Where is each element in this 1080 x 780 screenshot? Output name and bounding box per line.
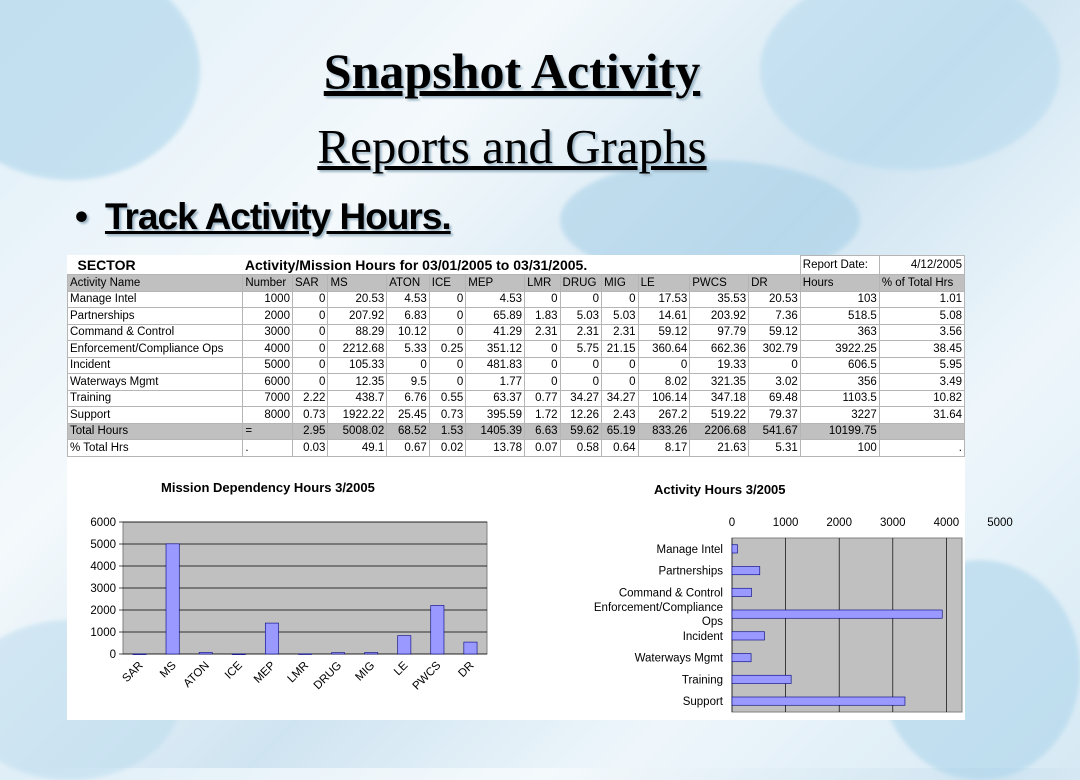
table-cell: 3227	[800, 407, 879, 424]
y-tick-label: Enforcement/Compliance	[593, 602, 723, 615]
table-cell: 65.19	[602, 423, 638, 440]
table-cell: 79.37	[749, 407, 801, 424]
table-cell: 347.18	[690, 390, 749, 407]
table-cell: 0.58	[560, 440, 602, 457]
bar-activity	[732, 697, 905, 705]
column-header: MS	[328, 275, 387, 292]
table-cell: 0	[560, 374, 602, 391]
table-cell: 10.82	[879, 390, 964, 407]
table-cell: 59.12	[749, 324, 801, 341]
table-cell: 0	[525, 291, 560, 308]
table-cell: 41.29	[466, 324, 525, 341]
bar-mep	[265, 623, 278, 654]
table-cell: 5.33	[387, 341, 430, 358]
table-cell: 69.48	[749, 390, 801, 407]
row-label: Enforcement/Compliance Ops	[68, 341, 243, 358]
bar-aton	[199, 652, 212, 654]
bar-activity	[732, 632, 765, 640]
bar-activity	[732, 675, 791, 683]
table-cell: 38.45	[879, 341, 964, 358]
table-cell: 13.78	[466, 440, 525, 457]
table-cell: 5.03	[560, 308, 602, 325]
column-header: ATON	[387, 275, 430, 292]
slide-title: Snapshot Activity	[323, 43, 701, 99]
table-row	[68, 390, 965, 407]
bar-drug	[331, 653, 344, 654]
table-cell: 0	[387, 357, 430, 374]
table-cell: 6.83	[387, 308, 430, 325]
table-cell: 519.22	[690, 407, 749, 424]
table-cell: 1405.39	[466, 423, 525, 440]
table-cell: 20.53	[328, 291, 387, 308]
report-header-row	[68, 256, 965, 275]
table-cell: 395.59	[466, 407, 525, 424]
table-cell: 267.2	[638, 407, 690, 424]
table-cell: 1922.22	[328, 407, 387, 424]
table-cell: 7.36	[749, 308, 801, 325]
table-cell: 65.89	[466, 308, 525, 325]
y-tick-label: Ops	[701, 616, 723, 629]
table-cell: 518.5	[800, 308, 879, 325]
plot-area	[732, 538, 962, 712]
table-cell: 3922.25	[800, 341, 879, 358]
table-cell: 7000	[243, 390, 293, 407]
table-cell: 59.12	[638, 324, 690, 341]
table-cell: 481.83	[466, 357, 525, 374]
x-tick-label: DR	[456, 659, 477, 680]
row-label: Training	[68, 390, 243, 407]
table-cell: 106.14	[638, 390, 690, 407]
table-cell: 105.33	[328, 357, 387, 374]
y-tick-label: 5000	[90, 539, 116, 551]
x-tick-label: LE	[391, 659, 411, 679]
table-cell: 1.01	[879, 291, 964, 308]
chart-title: Mission Dependency Hours 3/2005	[161, 480, 375, 495]
table-cell: 4.53	[466, 291, 525, 308]
x-tick-label: PWCS	[410, 659, 444, 693]
table-cell: 0	[749, 357, 801, 374]
column-header: MEP	[466, 275, 525, 292]
bar-sar	[133, 654, 146, 655]
table-cell: 5.95	[879, 357, 964, 374]
bar-ms	[166, 544, 179, 654]
table-cell: 0	[292, 374, 327, 391]
table-cell: =	[243, 423, 293, 440]
table-cell: 0	[602, 291, 638, 308]
table-cell: 103	[800, 291, 879, 308]
table-cell: 0	[292, 357, 327, 374]
column-header: MIG	[602, 275, 638, 292]
y-tick-label: 1000	[90, 627, 116, 639]
x-tick-label: ICE	[222, 659, 245, 682]
table-cell: 4000	[243, 341, 293, 358]
percent-total-row	[68, 440, 965, 457]
table-cell: 356	[800, 374, 879, 391]
chart-title: Activity Hours 3/2005	[654, 482, 786, 497]
table-cell: 8000	[243, 407, 293, 424]
row-label: Command & Control	[68, 324, 243, 341]
table-cell: 1103.5	[800, 390, 879, 407]
table-cell: 0.02	[429, 440, 465, 457]
column-header: DR	[749, 275, 801, 292]
table-cell: 0	[602, 374, 638, 391]
table-cell: 6000	[243, 374, 293, 391]
x-tick-label: 4000	[933, 517, 960, 529]
bar-lmr	[298, 654, 311, 655]
table-cell: 0.07	[525, 440, 560, 457]
bar-activity	[732, 566, 760, 574]
table-cell: 2212.68	[328, 341, 387, 358]
x-tick-label: MIG	[353, 659, 378, 684]
table-cell: 4.53	[387, 291, 430, 308]
table-cell: 68.52	[387, 423, 430, 440]
table-cell: 1.53	[429, 423, 465, 440]
table-cell: 541.67	[749, 423, 801, 440]
table-cell: 0.03	[292, 440, 327, 457]
table-cell: 2.31	[560, 324, 602, 341]
table-cell: 63.37	[466, 390, 525, 407]
sector-label: SECTOR	[77, 256, 136, 273]
table-cell: 9.5	[387, 374, 430, 391]
table-cell: 3.49	[879, 374, 964, 391]
table-cell: 25.45	[387, 407, 430, 424]
table-cell: 8.17	[638, 440, 690, 457]
table-row	[68, 308, 965, 325]
table-cell: 351.12	[466, 341, 525, 358]
row-label: Partnerships	[68, 308, 243, 325]
table-cell: 1.83	[525, 308, 560, 325]
column-header: ICE	[429, 275, 465, 292]
y-tick-label: Support	[682, 696, 723, 709]
table-cell: 35.53	[690, 291, 749, 308]
table-cell: 0.73	[292, 407, 327, 424]
y-tick-label: Partnerships	[658, 565, 723, 578]
table-cell: 5.08	[879, 308, 964, 325]
table-row	[68, 374, 965, 391]
table-cell: 5008.02	[328, 423, 387, 440]
table-cell: 2.31	[525, 324, 560, 341]
table-cell: 5.03	[602, 308, 638, 325]
x-tick-label: LMR	[285, 659, 312, 686]
table-cell: 21.63	[690, 440, 749, 457]
table-cell: 20.53	[749, 291, 801, 308]
y-tick-label: Training	[681, 674, 723, 687]
table-cell: 5000	[243, 357, 293, 374]
activity-hours-chart	[507, 460, 1013, 720]
table-cell: 0.25	[429, 341, 465, 358]
spacer-cell	[749, 256, 801, 275]
table-row	[68, 341, 965, 358]
table-cell	[879, 423, 964, 440]
table-row	[68, 291, 965, 308]
table-cell: 662.36	[690, 341, 749, 358]
column-header: DRUG	[560, 275, 602, 292]
x-tick-label: ATON	[181, 659, 212, 690]
table-cell: 14.61	[638, 308, 690, 325]
table-cell: 5.75	[560, 341, 602, 358]
table-cell: 12.35	[328, 374, 387, 391]
table-cell: 360.64	[638, 341, 690, 358]
row-label: Manage Intel	[68, 291, 243, 308]
report-date-value: 4/12/2005	[879, 256, 964, 275]
table-cell: 12.26	[560, 407, 602, 424]
y-tick-label: Command & Control	[618, 587, 723, 600]
y-tick-label: 4000	[90, 561, 116, 573]
table-cell: 0.55	[429, 390, 465, 407]
table-cell: 0.73	[429, 407, 465, 424]
y-tick-label: 6000	[90, 517, 116, 529]
table-cell: 0	[429, 308, 465, 325]
x-tick-label: 0	[728, 517, 736, 529]
row-label: Incident	[68, 357, 243, 374]
table-cell: 1.77	[466, 374, 525, 391]
y-tick-label: Manage Intel	[656, 543, 723, 556]
table-cell: 10.12	[387, 324, 430, 341]
table-cell: 606.5	[800, 357, 879, 374]
table-cell: 2206.68	[690, 423, 749, 440]
table-cell: 49.1	[328, 440, 387, 457]
table-cell: 1000	[243, 291, 293, 308]
y-tick-label: 2000	[90, 605, 116, 617]
report-title: Activity/Mission Hours for 03/01/2005 to 03/31/2005.	[244, 256, 588, 273]
table-cell: 363	[800, 324, 879, 341]
table-cell: 0	[525, 357, 560, 374]
row-label: % Total Hrs	[68, 440, 243, 457]
table-cell: 0	[560, 357, 602, 374]
bar-activity	[732, 610, 942, 618]
table-cell: 0	[429, 374, 465, 391]
bar-activity	[732, 588, 751, 596]
total-hours-row	[68, 423, 965, 440]
bar-pwcs	[431, 605, 444, 654]
table-cell: .	[243, 440, 293, 457]
table-cell: 0	[292, 308, 327, 325]
x-tick-label: 3000	[880, 517, 906, 529]
table-cell: 0.64	[602, 440, 638, 457]
table-cell: 88.29	[328, 324, 387, 341]
table-cell: 21.15	[602, 341, 638, 358]
table-cell: 0	[292, 341, 327, 358]
table-cell: 321.35	[690, 374, 749, 391]
table-cell: 34.27	[602, 390, 638, 407]
table-cell: 0	[638, 357, 690, 374]
bar-dr	[464, 642, 477, 654]
mission-dependency-chart	[67, 460, 507, 720]
bar-activity	[732, 545, 738, 553]
table-cell: 203.92	[690, 308, 749, 325]
table-cell: 17.53	[638, 291, 690, 308]
bullet-point	[75, 196, 451, 238]
table-cell: 97.79	[690, 324, 749, 341]
table-cell: 3000	[243, 324, 293, 341]
y-tick-label: 0	[109, 649, 116, 661]
table-row	[68, 324, 965, 341]
column-header: Activity Name	[68, 275, 243, 292]
slide-subtitle: Reports and Graphs	[317, 119, 707, 174]
table-cell: 0	[429, 357, 465, 374]
bar-ice	[232, 654, 245, 655]
table-cell: 302.79	[749, 341, 801, 358]
table-cell: 0.77	[525, 390, 560, 407]
column-header: LMR	[525, 275, 560, 292]
table-cell: 5.31	[749, 440, 801, 457]
bar-mig	[365, 653, 378, 654]
x-tick-label: MEP	[251, 659, 279, 686]
table-cell: 31.64	[879, 407, 964, 424]
table-cell: 2.31	[602, 324, 638, 341]
table-cell: 2000	[243, 308, 293, 325]
table-cell: 0	[429, 291, 465, 308]
table-cell: 8.02	[638, 374, 690, 391]
column-header-row	[68, 275, 965, 292]
table-cell: 100	[800, 440, 879, 457]
table-cell: 0	[292, 324, 327, 341]
table-cell: 1.72	[525, 407, 560, 424]
row-label: Waterways Mgmt	[68, 374, 243, 391]
table-cell: 34.27	[560, 390, 602, 407]
table-cell: 833.26	[638, 423, 690, 440]
table-cell: 207.92	[328, 308, 387, 325]
row-label: Support	[68, 407, 243, 424]
table-cell: 0	[525, 374, 560, 391]
x-tick-label: MS	[158, 659, 179, 681]
table-cell: 3.56	[879, 324, 964, 341]
table-cell: .	[879, 440, 964, 457]
activity-hours-table	[67, 255, 965, 457]
x-tick-label: SAR	[120, 659, 146, 685]
bar-le	[398, 636, 411, 654]
y-tick-label: 3000	[90, 583, 116, 595]
column-header: % of Total Hrs	[879, 275, 964, 292]
table-cell: 2.22	[292, 390, 327, 407]
table-cell: 438.7	[328, 390, 387, 407]
bar-activity	[732, 653, 751, 661]
column-header: LE	[638, 275, 690, 292]
table-cell: 59.62	[560, 423, 602, 440]
report-sheet	[67, 255, 1013, 720]
table-cell: 0	[525, 341, 560, 358]
bullet-text: Track Activity Hours.	[104, 196, 451, 237]
table-cell: 2.43	[602, 407, 638, 424]
table-cell: 0	[560, 291, 602, 308]
x-tick-label: 5000	[987, 517, 1013, 529]
table-cell: 6.76	[387, 390, 430, 407]
table-cell: 6.63	[525, 423, 560, 440]
x-tick-label: 1000	[772, 517, 799, 529]
y-tick-label: Incident	[682, 630, 723, 643]
x-tick-label: DRUG	[311, 659, 345, 693]
column-header: SAR	[292, 275, 327, 292]
row-label: Total Hours	[68, 423, 243, 440]
table-cell: 0	[429, 324, 465, 341]
table-row	[68, 357, 965, 374]
table-cell: 0.67	[387, 440, 430, 457]
table-cell: 0	[602, 357, 638, 374]
table-cell: 0	[292, 291, 327, 308]
bullet-dot-icon: •	[75, 196, 87, 237]
report-date-label: Report Date:	[800, 256, 879, 275]
column-header: PWCS	[690, 275, 749, 292]
table-row	[68, 407, 965, 424]
table-cell: 2.95	[292, 423, 327, 440]
column-header: Hours	[800, 275, 879, 292]
table-cell: 10199.75	[800, 423, 879, 440]
y-tick-label: Waterways Mgmt	[634, 652, 723, 665]
table-cell: 3.02	[749, 374, 801, 391]
x-tick-label: 2000	[826, 517, 852, 529]
table-cell: 19.33	[690, 357, 749, 374]
column-header: Number	[243, 275, 293, 292]
